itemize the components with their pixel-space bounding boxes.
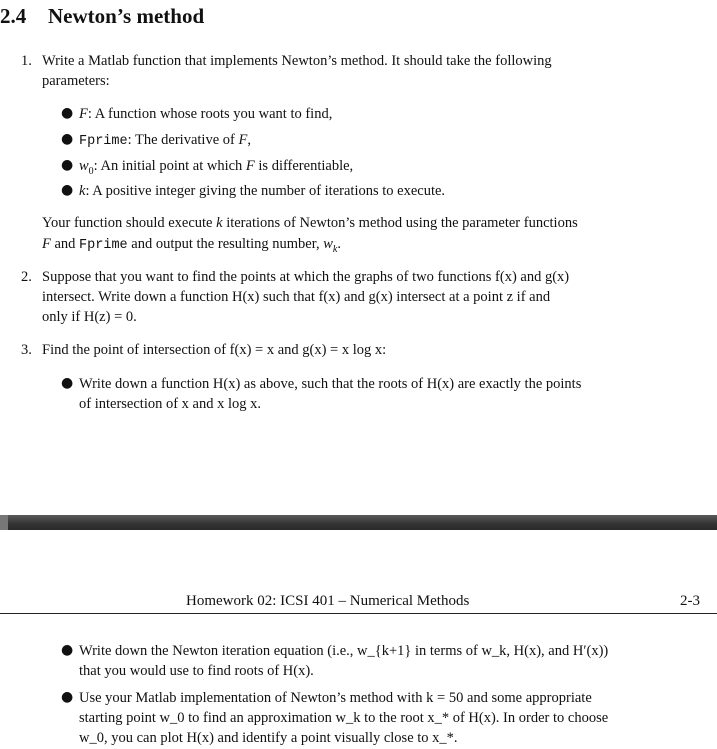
bullet-icon: ● [61, 689, 74, 705]
running-header-title: Homework 02: ICSI 401 – Numerical Methods [186, 593, 470, 609]
bullet-icon: ● [61, 642, 74, 658]
item-2-line-2: intersect. Write down a function H(x) such that f(x) and g(x) intersect at a point z if and [42, 289, 551, 305]
page-break-band [0, 515, 717, 530]
item-2-line-1: Suppose that you want to find the points at which the graphs of two functions f(x) and g(x) [42, 269, 570, 285]
item-2-number: 2. [21, 269, 32, 285]
item-3-line-1: Find the point of intersection of f(x) = x and g(x) = x log x: [42, 342, 387, 358]
item-1-para-line-1: Your function should execute k iterations of Newton’s method using the parameter functions [42, 215, 578, 231]
item-1-line-1: Write a Matlab function that implements Newton’s method. It should take the following [42, 53, 552, 69]
param-bullet-k: k: A positive integer giving the number of iterations to execute. [79, 183, 446, 199]
page2-bullet-2-line-3: w_0, you can plot H(x) and identify a point visually close to x_*. [79, 730, 458, 746]
param-bullet-fprime: Fprime: The derivative of F, [79, 132, 251, 149]
section-number: 2.4 [0, 4, 27, 28]
param-bullet-F: F: A function whose roots you want to find, [79, 106, 333, 122]
bullet-icon: ● [61, 157, 74, 173]
item-3-number: 3. [21, 342, 32, 358]
page2-bullet-2-line-1: Use your Matlab implementation of Newton’s method with k = 50 and some appropriate [79, 690, 592, 706]
page2-bullet-2-line-2: starting point w_0 to find an approximation w_k to the root x_* of H(x). In order to choose [79, 710, 609, 726]
item-1-para-line-2: F and Fprime and output the resulting number, $w_k$. [42, 236, 341, 255]
item-3-bullet-1-line-1: Write down a function H(x) as above, such that the roots of H(x) are exactly the points [79, 376, 582, 392]
param-bullet-w0: $w_0$: An initial point at which F is differentiable, [79, 158, 354, 177]
bullet-icon: ● [61, 182, 74, 198]
item-1-number: 1. [21, 53, 32, 69]
page-number: 2-3 [680, 593, 700, 609]
bullet-icon: ● [61, 131, 74, 147]
page2-bullet-1-line-1: Write down the Newton iteration equation (i.e., w_{k+1} in terms of w_k, H(x), and H′(x)) [79, 643, 609, 659]
bullet-icon: ● [61, 105, 74, 121]
page2-bullet-1-line-2: that you would use to find roots of H(x). [79, 663, 314, 679]
bullet-icon: ● [61, 375, 74, 391]
header-rule [0, 613, 717, 614]
section-heading [0, 4, 204, 29]
item-1-line-2: parameters: [42, 73, 110, 89]
section-title: Newton’s method [48, 4, 205, 28]
page-break-edge [0, 515, 8, 530]
item-2-line-3: only if H(z) = 0. [42, 309, 137, 325]
item-3-bullet-1-line-2: of intersection of x and x log x. [79, 396, 262, 412]
